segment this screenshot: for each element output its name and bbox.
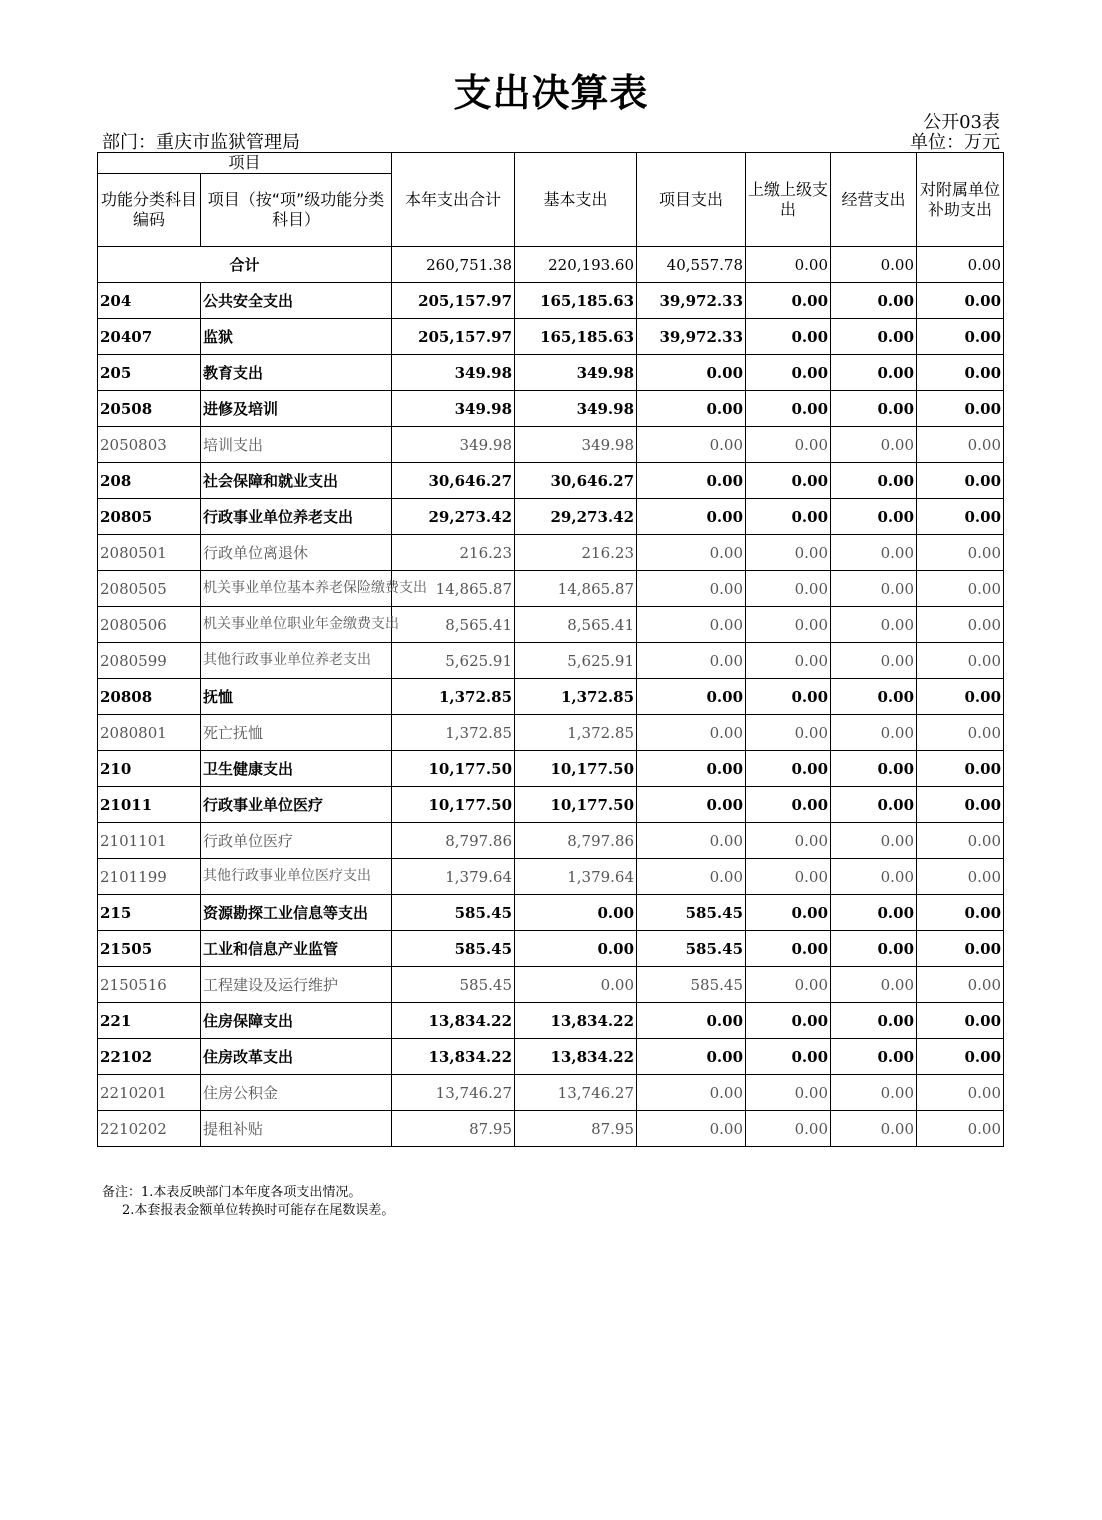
- total-cell: 0.00: [917, 247, 1004, 283]
- total-cell: 0.00: [746, 247, 831, 283]
- department-label: 部门：重庆市监狱管理局: [102, 132, 300, 153]
- table-row: [98, 931, 1004, 967]
- row-value: 10,177.50: [392, 787, 515, 823]
- row-value: 0.00: [917, 391, 1004, 427]
- row-name: 工业和信息产业监管: [201, 931, 392, 967]
- row-name: 行政单位医疗: [201, 823, 392, 859]
- table-row: [98, 679, 1004, 715]
- table-row: [98, 319, 1004, 355]
- row-value: 0.00: [746, 355, 831, 391]
- row-value: 0.00: [637, 1039, 746, 1075]
- row-value: 0.00: [637, 643, 746, 679]
- expenditure-table: [97, 152, 1004, 1147]
- table-row: [98, 391, 1004, 427]
- row-code: 22102: [98, 1039, 201, 1075]
- header-basic: 基本支出: [515, 153, 637, 247]
- row-code: 2080506: [98, 607, 201, 643]
- row-value: 0.00: [917, 319, 1004, 355]
- row-value: 0.00: [746, 679, 831, 715]
- row-value: 0.00: [831, 823, 917, 859]
- row-value: 585.45: [392, 931, 515, 967]
- row-value: 0.00: [917, 679, 1004, 715]
- row-value: 349.98: [515, 355, 637, 391]
- table-row: [98, 355, 1004, 391]
- row-code: 20808: [98, 679, 201, 715]
- row-name: 资源勘探工业信息等支出: [201, 895, 392, 931]
- row-value: 0.00: [917, 715, 1004, 751]
- row-value: 349.98: [392, 427, 515, 463]
- note-2: 2.本套报表金额单位转换时可能存在尾数误差。: [122, 1203, 395, 1218]
- row-value: 29,273.42: [515, 499, 637, 535]
- row-value: 0.00: [831, 355, 917, 391]
- row-value: 10,177.50: [392, 751, 515, 787]
- unit-label: 单位：万元: [910, 132, 1000, 153]
- row-value: 0.00: [637, 751, 746, 787]
- table-row: [98, 1039, 1004, 1075]
- row-value: 349.98: [515, 427, 637, 463]
- row-value: 0.00: [917, 499, 1004, 535]
- row-value: 585.45: [637, 967, 746, 1003]
- row-value: 0.00: [746, 1039, 831, 1075]
- header-project: 项目支出: [637, 153, 746, 247]
- row-name: 其他行政事业单位医疗支出: [201, 859, 392, 895]
- row-value: 0.00: [831, 283, 917, 319]
- row-name: 机关事业单位职业年金缴费支出: [201, 607, 392, 643]
- row-value: 0.00: [637, 355, 746, 391]
- row-name: 机关事业单位基本养老保险缴费支出: [201, 571, 392, 607]
- table-row: [98, 859, 1004, 895]
- row-name: 社会保障和就业支出: [201, 463, 392, 499]
- row-name: 教育支出: [201, 355, 392, 391]
- row-value: 0.00: [746, 607, 831, 643]
- table-row: [98, 787, 1004, 823]
- row-value: 0.00: [831, 895, 917, 931]
- row-value: 0.00: [746, 283, 831, 319]
- row-name: 行政事业单位养老支出: [201, 499, 392, 535]
- table-row: [98, 967, 1004, 1003]
- row-value: 165,185.63: [515, 319, 637, 355]
- header-total: 本年支出合计: [392, 153, 515, 247]
- row-value: 0.00: [637, 1111, 746, 1147]
- row-name: 工程建设及运行维护: [201, 967, 392, 1003]
- row-value: 0.00: [637, 1003, 746, 1039]
- row-value: 0.00: [917, 535, 1004, 571]
- table-row: [98, 751, 1004, 787]
- row-name: 公共安全支出: [201, 283, 392, 319]
- row-value: 0.00: [831, 643, 917, 679]
- row-value: 0.00: [831, 967, 917, 1003]
- header-code: 功能分类科目编码: [98, 174, 201, 247]
- row-value: 0.00: [831, 1075, 917, 1111]
- row-value: 0.00: [637, 571, 746, 607]
- row-value: 14,865.87: [515, 571, 637, 607]
- row-value: 0.00: [831, 715, 917, 751]
- row-value: 0.00: [746, 967, 831, 1003]
- row-value: 0.00: [831, 571, 917, 607]
- row-value: 0.00: [746, 643, 831, 679]
- row-value: 0.00: [917, 607, 1004, 643]
- row-value: 13,834.22: [515, 1003, 637, 1039]
- row-value: 0.00: [831, 751, 917, 787]
- row-value: 0.00: [746, 895, 831, 931]
- row-name: 其他行政事业单位养老支出: [201, 643, 392, 679]
- row-value: 30,646.27: [515, 463, 637, 499]
- row-value: 0.00: [637, 715, 746, 751]
- row-value: 0.00: [637, 463, 746, 499]
- row-value: 0.00: [917, 859, 1004, 895]
- row-value: 0.00: [917, 1111, 1004, 1147]
- row-value: 0.00: [917, 751, 1004, 787]
- row-value: 0.00: [831, 1039, 917, 1075]
- row-value: 0.00: [831, 607, 917, 643]
- header-business: 经营支出: [831, 153, 917, 247]
- row-value: 1,372.85: [392, 715, 515, 751]
- row-value: 0.00: [746, 427, 831, 463]
- row-value: 5,625.91: [392, 643, 515, 679]
- row-value: 0.00: [917, 283, 1004, 319]
- note-1: 备注：1.本表反映部门本年度各项支出情况。: [102, 1185, 362, 1200]
- table-row: [98, 283, 1004, 319]
- table-row: [98, 427, 1004, 463]
- row-value: 1,372.85: [515, 715, 637, 751]
- row-value: 1,379.64: [392, 859, 515, 895]
- total-cell: 260,751.38: [392, 247, 515, 283]
- row-value: 0.00: [746, 859, 831, 895]
- table-row: [98, 1003, 1004, 1039]
- row-value: 0.00: [637, 607, 746, 643]
- page-title: 支出决算表: [453, 71, 649, 115]
- row-value: 13,834.22: [515, 1039, 637, 1075]
- table-row: [98, 499, 1004, 535]
- header-subsidy: 对附属单位补助支出: [917, 153, 1004, 247]
- row-code: 205: [98, 355, 201, 391]
- row-value: 0.00: [515, 895, 637, 931]
- row-value: 39,972.33: [637, 283, 746, 319]
- row-value: 349.98: [392, 391, 515, 427]
- row-value: 216.23: [515, 535, 637, 571]
- row-value: 216.23: [392, 535, 515, 571]
- row-value: 0.00: [831, 391, 917, 427]
- row-code: 2050803: [98, 427, 201, 463]
- row-name: 监狱: [201, 319, 392, 355]
- header-name: 项目（按“项”级功能分类科目）: [201, 174, 392, 247]
- row-value: 29,273.42: [392, 499, 515, 535]
- row-value: 1,372.85: [515, 679, 637, 715]
- row-value: 0.00: [917, 787, 1004, 823]
- row-code: 2080801: [98, 715, 201, 751]
- row-value: 0.00: [831, 679, 917, 715]
- row-value: 0.00: [917, 355, 1004, 391]
- row-value: 10,177.50: [515, 787, 637, 823]
- row-name: 行政事业单位医疗: [201, 787, 392, 823]
- row-value: 13,746.27: [515, 1075, 637, 1111]
- row-value: 0.00: [831, 787, 917, 823]
- row-code: 20508: [98, 391, 201, 427]
- row-value: 0.00: [746, 1111, 831, 1147]
- row-value: 0.00: [917, 463, 1004, 499]
- row-value: 0.00: [746, 931, 831, 967]
- row-value: 0.00: [917, 931, 1004, 967]
- row-value: 0.00: [746, 715, 831, 751]
- header-upper: 上缴上级支出: [746, 153, 831, 247]
- table-row: [98, 1075, 1004, 1111]
- row-code: 204: [98, 283, 201, 319]
- row-code: 2101101: [98, 823, 201, 859]
- row-value: 0.00: [917, 427, 1004, 463]
- row-value: 0.00: [515, 931, 637, 967]
- row-value: 0.00: [917, 1003, 1004, 1039]
- row-name: 提租补贴: [201, 1111, 392, 1147]
- row-value: 8,565.41: [515, 607, 637, 643]
- table-row: [98, 715, 1004, 751]
- row-code: 210: [98, 751, 201, 787]
- row-value: 0.00: [746, 751, 831, 787]
- row-value: 30,646.27: [392, 463, 515, 499]
- row-value: 0.00: [637, 823, 746, 859]
- row-value: 0.00: [917, 1075, 1004, 1111]
- row-value: 0.00: [746, 571, 831, 607]
- row-value: 205,157.97: [392, 283, 515, 319]
- row-value: 8,565.41: [392, 607, 515, 643]
- form-number: 公开03表: [923, 112, 1000, 133]
- row-code: 2210201: [98, 1075, 201, 1111]
- row-code: 221: [98, 1003, 201, 1039]
- table-row: [98, 463, 1004, 499]
- total-cell: 220,193.60: [515, 247, 637, 283]
- row-name: 培训支出: [201, 427, 392, 463]
- row-value: 1,379.64: [515, 859, 637, 895]
- row-value: 0.00: [637, 427, 746, 463]
- row-code: 208: [98, 463, 201, 499]
- row-value: 87.95: [515, 1111, 637, 1147]
- row-value: 0.00: [637, 499, 746, 535]
- row-code: 2210202: [98, 1111, 201, 1147]
- row-value: 0.00: [831, 463, 917, 499]
- row-value: 0.00: [746, 1075, 831, 1111]
- total-cell: 0.00: [831, 247, 917, 283]
- row-value: 0.00: [637, 391, 746, 427]
- row-value: 585.45: [637, 931, 746, 967]
- row-code: 215: [98, 895, 201, 931]
- row-code: 21505: [98, 931, 201, 967]
- row-value: 0.00: [831, 499, 917, 535]
- row-value: 0.00: [917, 1039, 1004, 1075]
- row-code: 2080599: [98, 643, 201, 679]
- row-name: 进修及培训: [201, 391, 392, 427]
- row-value: 0.00: [637, 535, 746, 571]
- row-value: 349.98: [515, 391, 637, 427]
- row-code: 20805: [98, 499, 201, 535]
- row-value: 0.00: [746, 1003, 831, 1039]
- row-value: 39,972.33: [637, 319, 746, 355]
- row-value: 0.00: [831, 319, 917, 355]
- row-value: 0.00: [637, 859, 746, 895]
- table-row: [98, 895, 1004, 931]
- row-value: 0.00: [831, 931, 917, 967]
- row-value: 0.00: [746, 463, 831, 499]
- row-value: 0.00: [515, 967, 637, 1003]
- total-cell: 40,557.78: [637, 247, 746, 283]
- total-row: [98, 247, 1004, 283]
- table-row: [98, 823, 1004, 859]
- row-value: 585.45: [392, 967, 515, 1003]
- row-value: 0.00: [637, 787, 746, 823]
- row-value: 0.00: [917, 967, 1004, 1003]
- table-row: [98, 607, 1004, 643]
- row-value: 14,865.87: [392, 571, 515, 607]
- table-row: [98, 1111, 1004, 1147]
- header-project-group: 项目: [98, 153, 392, 174]
- row-value: 0.00: [637, 679, 746, 715]
- row-code: 2080505: [98, 571, 201, 607]
- row-name: 抚恤: [201, 679, 392, 715]
- row-code: 2150516: [98, 967, 201, 1003]
- row-code: 2080501: [98, 535, 201, 571]
- row-value: 205,157.97: [392, 319, 515, 355]
- row-value: 0.00: [831, 1003, 917, 1039]
- row-name: 住房保障支出: [201, 1003, 392, 1039]
- row-code: 21011: [98, 787, 201, 823]
- row-value: 0.00: [917, 643, 1004, 679]
- row-value: 0.00: [746, 319, 831, 355]
- row-value: 0.00: [746, 499, 831, 535]
- row-value: 10,177.50: [515, 751, 637, 787]
- row-value: 13,746.27: [392, 1075, 515, 1111]
- row-value: 13,834.22: [392, 1003, 515, 1039]
- row-value: 0.00: [831, 427, 917, 463]
- row-code: 20407: [98, 319, 201, 355]
- table-row: [98, 643, 1004, 679]
- row-value: 8,797.86: [392, 823, 515, 859]
- row-name: 死亡抚恤: [201, 715, 392, 751]
- row-name: 住房公积金: [201, 1075, 392, 1111]
- row-value: 0.00: [746, 535, 831, 571]
- row-value: 0.00: [917, 571, 1004, 607]
- row-value: 585.45: [637, 895, 746, 931]
- row-value: 0.00: [917, 823, 1004, 859]
- row-value: 1,372.85: [392, 679, 515, 715]
- row-value: 8,797.86: [515, 823, 637, 859]
- row-value: 0.00: [746, 787, 831, 823]
- total-label: 合计: [98, 247, 392, 283]
- table-row: [98, 571, 1004, 607]
- table-row: [98, 535, 1004, 571]
- row-value: 0.00: [746, 391, 831, 427]
- row-name: 住房改革支出: [201, 1039, 392, 1075]
- row-value: 87.95: [392, 1111, 515, 1147]
- row-name: 行政单位离退休: [201, 535, 392, 571]
- row-code: 2101199: [98, 859, 201, 895]
- row-value: 0.00: [637, 1075, 746, 1111]
- row-name: 卫生健康支出: [201, 751, 392, 787]
- row-value: 349.98: [392, 355, 515, 391]
- row-value: 0.00: [746, 823, 831, 859]
- row-value: 0.00: [831, 535, 917, 571]
- row-value: 0.00: [917, 895, 1004, 931]
- row-value: 13,834.22: [392, 1039, 515, 1075]
- notes: [102, 1184, 394, 1220]
- row-value: 0.00: [831, 859, 917, 895]
- row-value: 0.00: [831, 1111, 917, 1147]
- row-value: 585.45: [392, 895, 515, 931]
- row-value: 165,185.63: [515, 283, 637, 319]
- row-value: 5,625.91: [515, 643, 637, 679]
